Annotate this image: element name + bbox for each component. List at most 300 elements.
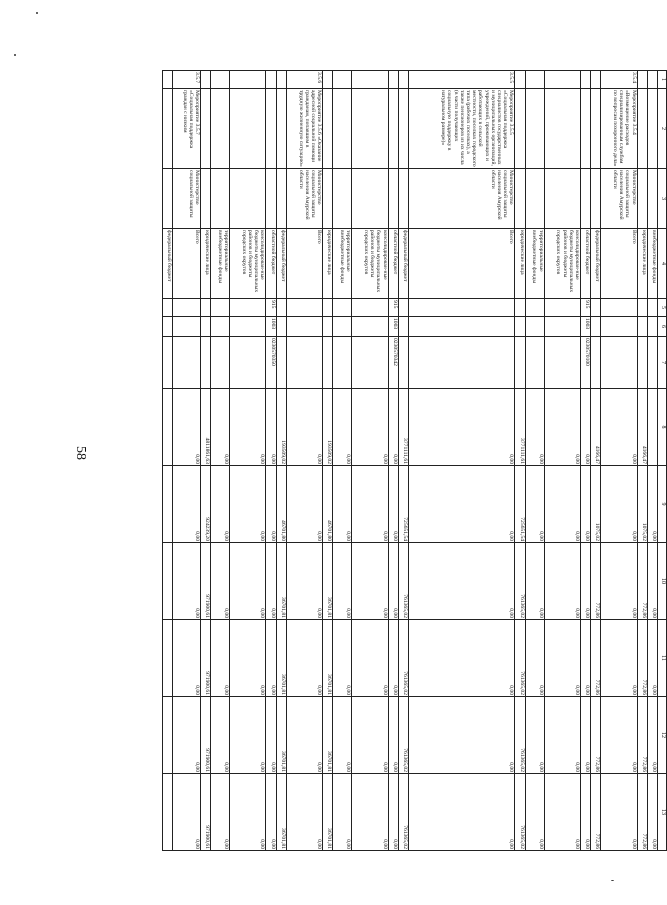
cell-c7 — [276, 337, 286, 389]
cell-c1 — [323, 71, 333, 89]
cell-c4: территориальные внебюджетные фонды — [333, 229, 352, 299]
cell-c4: Всего — [409, 229, 515, 299]
scan-speck — [14, 54, 16, 56]
cell-c4: консолидирован-ные бюджеты муниципальных районов и бюджеты городских округов — [352, 229, 388, 299]
cell-c3 — [647, 169, 657, 229]
cell-c6 — [201, 317, 211, 337]
cell-c5 — [333, 299, 352, 317]
cell-c5 — [323, 299, 333, 317]
value-cell: 761365,02 — [515, 620, 525, 697]
table-row — [525, 71, 544, 851]
value-cell: 0,00 — [601, 620, 637, 697]
table-row — [647, 71, 657, 851]
value-cell: 0,00 — [333, 466, 352, 543]
cell-c3: Министерство социальной защиты — [173, 169, 201, 229]
table-row — [266, 71, 276, 851]
cell-c3 — [637, 169, 647, 229]
header-cell: 11 — [658, 620, 667, 697]
cell-c6 — [544, 317, 580, 337]
value-cell: 0,00 — [601, 389, 637, 466]
cell-c7 — [515, 337, 525, 389]
value-cell: 0,00 — [286, 774, 322, 851]
cell-c1 — [398, 71, 408, 89]
cell-c1 — [163, 71, 173, 89]
value-cell — [163, 620, 173, 697]
value-cell: 0,00 — [211, 466, 230, 543]
header-cell: 1 — [658, 71, 667, 89]
value-cell: 0,00 — [173, 774, 201, 851]
value-cell: 772,86 — [591, 697, 601, 774]
value-cell: 0,00 — [388, 389, 398, 466]
cell-c1 — [266, 71, 276, 89]
cell-c3: Министерство социальной защиты населения Амурской области — [601, 169, 637, 229]
cell-c2 — [647, 89, 657, 169]
value-cell: 971900,61 — [201, 620, 211, 697]
cell-c2 — [398, 89, 408, 169]
value-cell: 772,86 — [637, 543, 647, 620]
cell-c4: федеральный бюджет — [398, 229, 408, 299]
cell-c7 — [525, 337, 544, 389]
cell-c4: консолидирован-ные бюджеты муниципальных районов и бюджеты городских округов — [230, 229, 266, 299]
table-row — [409, 71, 515, 851]
value-cell: 772,86 — [637, 697, 647, 774]
cell-c1 — [525, 71, 544, 89]
cell-c2: Мероприятие 3.5.5 «Социальная поддержка специалистов государственных и муниципальных организаций, учреждений, проживающих и работающих в сельской местности, поселках городского типа (рабочих поселках), а также пенсионеров из их числа (в части получающих социальную поддержку в натуральном размере)» — [409, 89, 515, 169]
cell-c3 — [201, 169, 211, 229]
cell-c6: 1003 — [388, 317, 398, 337]
cell-c6: 1003 — [580, 317, 590, 337]
table-row — [544, 71, 580, 851]
value-cell: 0,00 — [230, 774, 266, 851]
cell-c2 — [388, 89, 398, 169]
value-cell: 4166,47 — [637, 389, 647, 466]
table-row — [333, 71, 352, 851]
cell-c6 — [515, 317, 525, 337]
cell-c3: Министерство социальной защиты населения Амурской области — [409, 169, 515, 229]
value-cell: 971900,61 — [201, 774, 211, 851]
cell-c3 — [352, 169, 388, 229]
cell-c7 — [352, 337, 388, 389]
cell-c1 — [591, 71, 601, 89]
cell-c1 — [352, 71, 388, 89]
value-cell: 772,86 — [591, 620, 601, 697]
value-cell: 0,00 — [211, 543, 230, 620]
cell-c6 — [601, 317, 637, 337]
cell-c5 — [211, 299, 230, 317]
cell-c3 — [398, 169, 408, 229]
value-cell: 0,00 — [173, 697, 201, 774]
value-cell: 1075,02 — [637, 466, 647, 543]
cell-c5 — [286, 299, 322, 317]
scan-speck — [36, 12, 38, 14]
cell-c5 — [525, 299, 544, 317]
cell-c7 — [201, 337, 211, 389]
table-row — [201, 71, 211, 851]
value-cell: 725651,54 — [398, 466, 408, 543]
value-cell: 772,86 — [637, 620, 647, 697]
value-cell: 772,86 — [591, 543, 601, 620]
value-cell: 0,00 — [388, 466, 398, 543]
value-cell: 0,00 — [525, 466, 544, 543]
value-cell: 0,00 — [286, 466, 322, 543]
value-cell: 0,00 — [409, 543, 515, 620]
value-cell: 761365,02 — [398, 543, 408, 620]
header-cell: 9 — [658, 466, 667, 543]
cell-c1: 3.5.5 — [409, 71, 515, 89]
value-cell: 0,00 — [211, 389, 230, 466]
cell-c4: федеральный бюджет — [276, 229, 286, 299]
cell-c5 — [637, 299, 647, 317]
value-cell: 36701,81 — [276, 697, 286, 774]
table-row — [352, 71, 388, 851]
value-cell: 761365,02 — [515, 543, 525, 620]
value-cell: 0,00 — [647, 774, 657, 851]
value-cell: 0,00 — [388, 774, 398, 851]
cell-c6 — [352, 317, 388, 337]
table-row — [211, 71, 230, 851]
value-cell: 0,00 — [647, 697, 657, 774]
cell-c6 — [286, 317, 322, 337]
value-cell: 0,00 — [544, 389, 580, 466]
value-cell — [163, 466, 173, 543]
cell-c2 — [211, 89, 230, 169]
cell-c1 — [276, 71, 286, 89]
cell-c5: 915 — [388, 299, 398, 317]
value-cell: 0,00 — [333, 543, 352, 620]
value-cell: 3771111,61 — [515, 389, 525, 466]
header-cell: 7 — [658, 337, 667, 389]
value-cell: 0,00 — [266, 466, 276, 543]
cell-c4: консолидирован-ные бюджеты муниципальных районов и бюджеты городских округов — [544, 229, 580, 299]
table-row — [591, 71, 601, 851]
cell-c3 — [230, 169, 266, 229]
value-cell: 0,00 — [211, 620, 230, 697]
cell-c1 — [333, 71, 352, 89]
table-row — [230, 71, 266, 851]
cell-c1 — [201, 71, 211, 89]
cell-c2: Мероприятие 3.5.7 «Социальная поддержка граждан с низким — [173, 89, 201, 169]
cell-c6 — [647, 317, 657, 337]
value-cell: 36701,81 — [323, 543, 333, 620]
table-row — [515, 71, 525, 851]
value-cell: 0,00 — [601, 697, 637, 774]
cell-c1 — [515, 71, 525, 89]
value-cell — [163, 389, 173, 466]
value-cell: 36701,81 — [323, 620, 333, 697]
cell-c7 — [173, 337, 201, 389]
cell-c3 — [323, 169, 333, 229]
cell-c4: юридические лица — [201, 229, 211, 299]
cell-c5 — [544, 299, 580, 317]
cell-c2 — [515, 89, 525, 169]
cell-c7 — [409, 337, 515, 389]
cell-c6 — [163, 317, 173, 337]
scan-speck — [611, 880, 614, 881]
value-cell: 0,00 — [409, 774, 515, 851]
value-cell: 0,00 — [409, 389, 515, 466]
cell-c7 — [230, 337, 266, 389]
value-cell: 0,00 — [388, 620, 398, 697]
value-cell: 1075,02 — [591, 466, 601, 543]
value-cell: 0,00 — [388, 697, 398, 774]
value-cell: 0,00 — [333, 697, 352, 774]
value-cell: 0,00 — [544, 466, 580, 543]
header-cell: 2 — [658, 89, 667, 169]
value-cell: 0,00 — [230, 543, 266, 620]
cell-c4: федеральный бюджет — [163, 229, 173, 299]
value-cell: 0,00 — [173, 620, 201, 697]
cell-c6 — [323, 317, 333, 337]
value-cell: 0,00 — [544, 774, 580, 851]
cell-c3 — [211, 169, 230, 229]
cell-c4: областной бюджет — [388, 229, 398, 299]
cell-c7 — [647, 337, 657, 389]
header-cell: 13 — [658, 774, 667, 851]
budget-table-rotated — [162, 70, 667, 850]
cell-c4: областной бюджет — [266, 229, 276, 299]
cell-c6 — [276, 317, 286, 337]
cell-c7 — [544, 337, 580, 389]
cell-c6 — [333, 317, 352, 337]
cell-c3 — [266, 169, 276, 229]
cell-c6 — [173, 317, 201, 337]
value-cell: 761365,02 — [515, 774, 525, 851]
cell-c4: Всего — [173, 229, 201, 299]
value-cell: 36701,81 — [276, 620, 286, 697]
table-row — [163, 71, 173, 851]
cell-c1: 3.5.7 — [173, 71, 201, 89]
value-cell: 0,00 — [352, 543, 388, 620]
value-cell: 0,00 — [266, 543, 276, 620]
cell-c7 — [323, 337, 333, 389]
value-cell: 0,00 — [266, 697, 276, 774]
value-cell: 0,00 — [580, 389, 590, 466]
value-cell: 0,00 — [266, 620, 276, 697]
cell-c7: 0230570350 — [266, 337, 276, 389]
value-cell: 0,00 — [173, 466, 201, 543]
value-cell: 0,00 — [580, 620, 590, 697]
cell-c1 — [388, 71, 398, 89]
value-cell: 0,00 — [352, 466, 388, 543]
cell-c5 — [201, 299, 211, 317]
cell-c3 — [515, 169, 525, 229]
value-cell: 0,00 — [580, 466, 590, 543]
value-cell: 0,00 — [388, 543, 398, 620]
cell-c7 — [601, 337, 637, 389]
cell-c5: 915 — [580, 299, 590, 317]
value-cell: 0,00 — [647, 466, 657, 543]
cell-c4: территориальные внебюджетные фонды — [525, 229, 544, 299]
table-row — [580, 71, 590, 851]
cell-c2 — [525, 89, 544, 169]
value-cell: 0,00 — [601, 466, 637, 543]
cell-c3 — [591, 169, 601, 229]
cell-c1: 3.5.4 — [601, 71, 637, 89]
cell-c7 — [333, 337, 352, 389]
cell-c2 — [201, 89, 211, 169]
value-cell: 772,86 — [591, 774, 601, 851]
value-cell: 0,00 — [333, 774, 352, 851]
header-cell: 4 — [658, 229, 667, 299]
cell-c7 — [398, 337, 408, 389]
cell-c6 — [398, 317, 408, 337]
value-cell: 0,00 — [286, 389, 322, 466]
value-cell: 0,00 — [409, 466, 515, 543]
value-cell: 0,00 — [580, 543, 590, 620]
cell-c2 — [580, 89, 590, 169]
value-cell: 3771111,61 — [398, 389, 408, 466]
value-cell: 0,00 — [601, 543, 637, 620]
table-row — [276, 71, 286, 851]
value-cell: 0,00 — [601, 774, 637, 851]
table-row — [398, 71, 408, 851]
cell-c2 — [591, 89, 601, 169]
value-cell: 0,00 — [544, 620, 580, 697]
cell-c5 — [398, 299, 408, 317]
budget-table — [162, 70, 667, 851]
cell-c4: областной бюджет — [580, 229, 590, 299]
cell-c2: Мероприятие 3.5.4 «Возмещение расходов специализированным службам по вопросам похоронного дела» — [601, 89, 637, 169]
cell-c5 — [409, 299, 515, 317]
cell-c4: юридические лица — [637, 229, 647, 299]
cell-c5 — [352, 299, 388, 317]
cell-c7: 0230570100 — [580, 337, 590, 389]
value-cell: 761365,02 — [398, 774, 408, 851]
cell-c3 — [525, 169, 544, 229]
table-row — [173, 71, 201, 851]
value-cell: 46701,80 — [276, 466, 286, 543]
cell-c4: федеральный бюджет — [591, 229, 601, 299]
value-cell — [163, 543, 173, 620]
value-cell: 0,00 — [580, 697, 590, 774]
cell-c7: 0230570342 — [388, 337, 398, 389]
cell-c7 — [286, 337, 322, 389]
header-cell: 8 — [658, 389, 667, 466]
cell-c4: территориальные внебюджетные фонды — [211, 229, 230, 299]
value-cell: 0,00 — [409, 697, 515, 774]
value-cell: 36701,81 — [323, 774, 333, 851]
value-cell: 46701,80 — [323, 466, 333, 543]
value-cell: 0,00 — [409, 620, 515, 697]
cell-c2 — [352, 89, 388, 169]
cell-c2 — [230, 89, 266, 169]
cell-c4: внебюджетные фонды — [647, 229, 657, 299]
value-cell: 36701,81 — [276, 543, 286, 620]
value-cell: 4811861,63 — [201, 389, 211, 466]
value-cell: 0,00 — [286, 543, 322, 620]
value-cell: 924239,20 — [201, 466, 211, 543]
cell-c7 — [591, 337, 601, 389]
cell-c5: 915 — [266, 299, 276, 317]
header-row — [658, 71, 667, 851]
value-cell: 0,00 — [266, 774, 276, 851]
cell-c2 — [266, 89, 276, 169]
header-cell: 5 — [658, 299, 667, 317]
value-cell: 0,00 — [580, 774, 590, 851]
cell-c3 — [580, 169, 590, 229]
cell-c3 — [388, 169, 398, 229]
table-row — [388, 71, 398, 851]
value-cell: 0,00 — [211, 774, 230, 851]
value-cell: 761365,02 — [398, 620, 408, 697]
cell-c2 — [544, 89, 580, 169]
value-cell: 0,00 — [525, 389, 544, 466]
cell-c5 — [601, 299, 637, 317]
cell-c2 — [163, 89, 173, 169]
cell-c5 — [515, 299, 525, 317]
value-cell: 0,00 — [525, 774, 544, 851]
value-cell — [163, 697, 173, 774]
value-cell: 0,00 — [173, 543, 201, 620]
value-cell: 0,00 — [352, 620, 388, 697]
cell-c2: Мероприятие 3.5.6 «Оказание адресной социальной помощи гражданам, попавшим в трудную жизненную ситуацию» — [286, 89, 322, 169]
value-cell: 36701,81 — [276, 774, 286, 851]
value-cell: 761365,02 — [398, 697, 408, 774]
cell-c5 — [230, 299, 266, 317]
cell-c2 — [323, 89, 333, 169]
cell-c1 — [211, 71, 230, 89]
cell-c5 — [173, 299, 201, 317]
value-cell: 0,00 — [544, 543, 580, 620]
value-cell: 0,00 — [230, 466, 266, 543]
cell-c3 — [276, 169, 286, 229]
cell-c1 — [544, 71, 580, 89]
cell-c5 — [591, 299, 601, 317]
header-cell: 12 — [658, 697, 667, 774]
cell-c4: юридические лица — [515, 229, 525, 299]
cell-c6 — [211, 317, 230, 337]
value-cell: 0,00 — [333, 389, 352, 466]
cell-c7 — [637, 337, 647, 389]
cell-c1 — [647, 71, 657, 89]
table-row — [637, 71, 647, 851]
cell-c1: 3.5.6 — [286, 71, 322, 89]
value-cell: 0,00 — [352, 389, 388, 466]
cell-c2 — [333, 89, 352, 169]
value-cell: 0,00 — [525, 697, 544, 774]
cell-c7 — [163, 337, 173, 389]
value-cell: 971900,61 — [201, 543, 211, 620]
value-cell: 4166,47 — [591, 389, 601, 466]
value-cell: 0,00 — [286, 697, 322, 774]
cell-c1 — [580, 71, 590, 89]
value-cell: 0,00 — [352, 774, 388, 851]
cell-c6: 1003 — [266, 317, 276, 337]
value-cell: 761365,02 — [515, 697, 525, 774]
value-cell: 0,00 — [647, 543, 657, 620]
value-cell: 193509,02 — [323, 389, 333, 466]
value-cell: 0,00 — [286, 620, 322, 697]
value-cell: 0,00 — [173, 389, 201, 466]
cell-c6 — [230, 317, 266, 337]
table-row — [286, 71, 322, 851]
cell-c1 — [230, 71, 266, 89]
value-cell — [163, 774, 173, 851]
cell-c6 — [409, 317, 515, 337]
value-cell: 725651,54 — [515, 466, 525, 543]
value-cell: 0,00 — [211, 697, 230, 774]
cell-c4: Всего — [601, 229, 637, 299]
cell-c2 — [637, 89, 647, 169]
header-cell: 6 — [658, 317, 667, 337]
cell-c4: Всего — [286, 229, 322, 299]
value-cell: 772,86 — [637, 774, 647, 851]
value-cell: 971900,61 — [201, 697, 211, 774]
value-cell: 0,00 — [230, 620, 266, 697]
cell-c6 — [591, 317, 601, 337]
value-cell: 0,00 — [647, 620, 657, 697]
cell-c2 — [276, 89, 286, 169]
